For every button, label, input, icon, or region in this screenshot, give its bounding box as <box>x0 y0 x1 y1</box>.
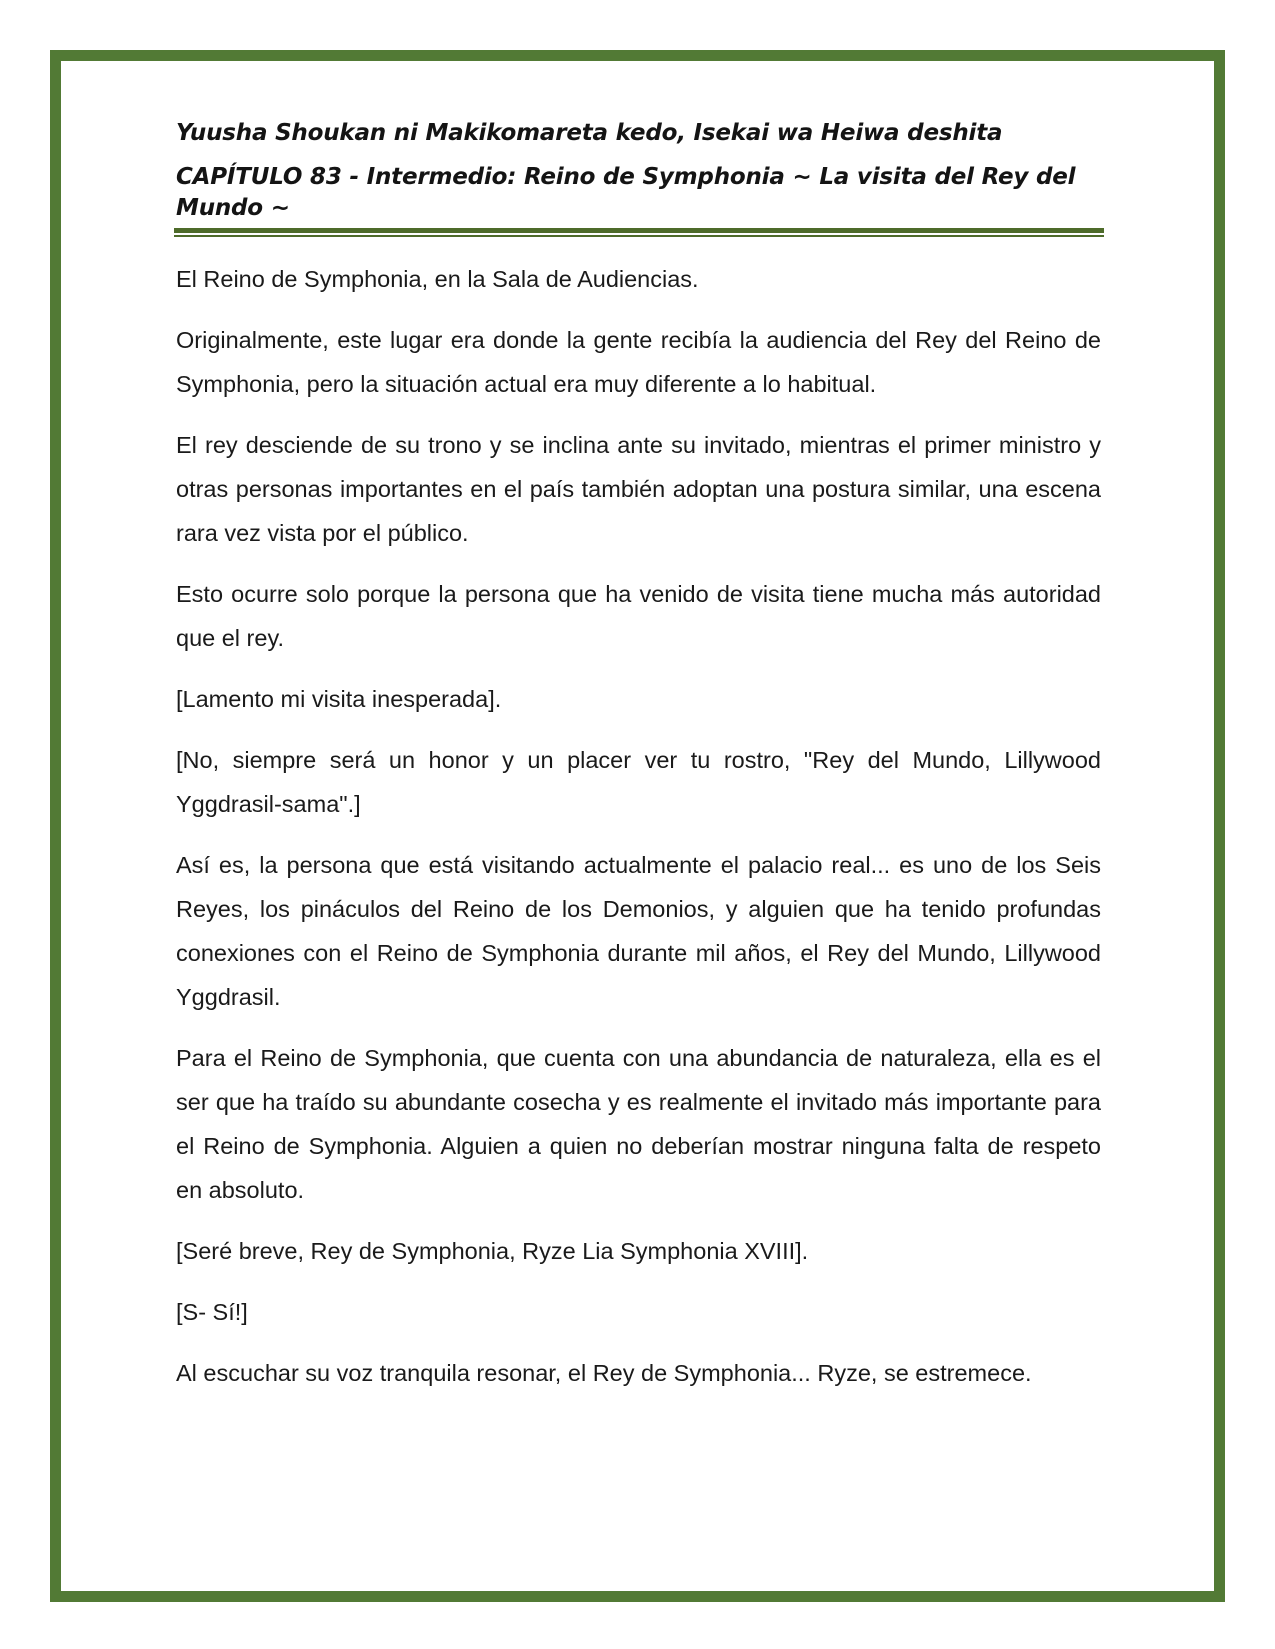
book-title: Yuusha Shoukan ni Makikomareta kedo, Isekai wa Heiwa deshita <box>176 120 1003 146</box>
chapter-title: CAPÍTULO 83 - Intermedio: Reino de Symphonia ~ La visita del Rey del Mundo ~ <box>176 164 1076 221</box>
paragraph: Originalmente, este lugar era donde la gente recibía la audiencia del Rey del Reino de Symphonia, pero la situación actual era muy diferente a lo habitual. <box>176 327 1101 397</box>
paragraph: Al escuchar su voz tranquila resonar, el Rey de Symphonia... Ryze, se estremece. <box>176 1360 1032 1386</box>
paragraph: El rey desciende de su trono y se inclina ante su invitado, mientras el primer ministro y otras personas importantes en el país también adoptan una postura similar, una escena rara vez vista por el público. <box>176 432 1101 546</box>
paragraph: Así es, la persona que está visitando actualmente el palacio real... es uno de los Seis Reyes, los pináculos del Reino de los Demonios, y alguien que ha tenido profundas conexiones con el Reino de Symphonia durante mil años, el Rey del Mundo, Lillywood Yggdrasil. <box>176 852 1101 1010</box>
paragraph: Para el Reino de Symphonia, que cuenta con una abundancia de naturaleza, ella es el ser que ha traído su abundante cosecha y es realmente el invitado más importante para el Reino de Symphonia. Alguien a quien no deberían mostrar ninguna falta de respeto en absoluto. <box>176 1045 1101 1203</box>
paragraph: [S- Sí!] <box>176 1299 248 1325</box>
paragraph: [Lamento mi visita inesperada]. <box>176 686 502 712</box>
chapter-body <box>176 257 1101 1395</box>
paragraph: [No, siempre será un honor y un placer ver tu rostro, "Rey del Mundo, Lillywood Yggdrasil-sama".] <box>176 747 1101 817</box>
document-content <box>176 118 1101 1412</box>
paragraph: Esto ocurre solo porque la persona que ha venido de visita tiene mucha más autoridad que el rey. <box>176 581 1101 651</box>
paragraph: [Seré breve, Rey de Symphonia, Ryze Lia Symphonia XVIII]. <box>176 1238 809 1264</box>
title-rule-thin <box>174 235 1104 237</box>
paragraph: El Reino de Symphonia, en la Sala de Audiencias. <box>176 266 699 292</box>
